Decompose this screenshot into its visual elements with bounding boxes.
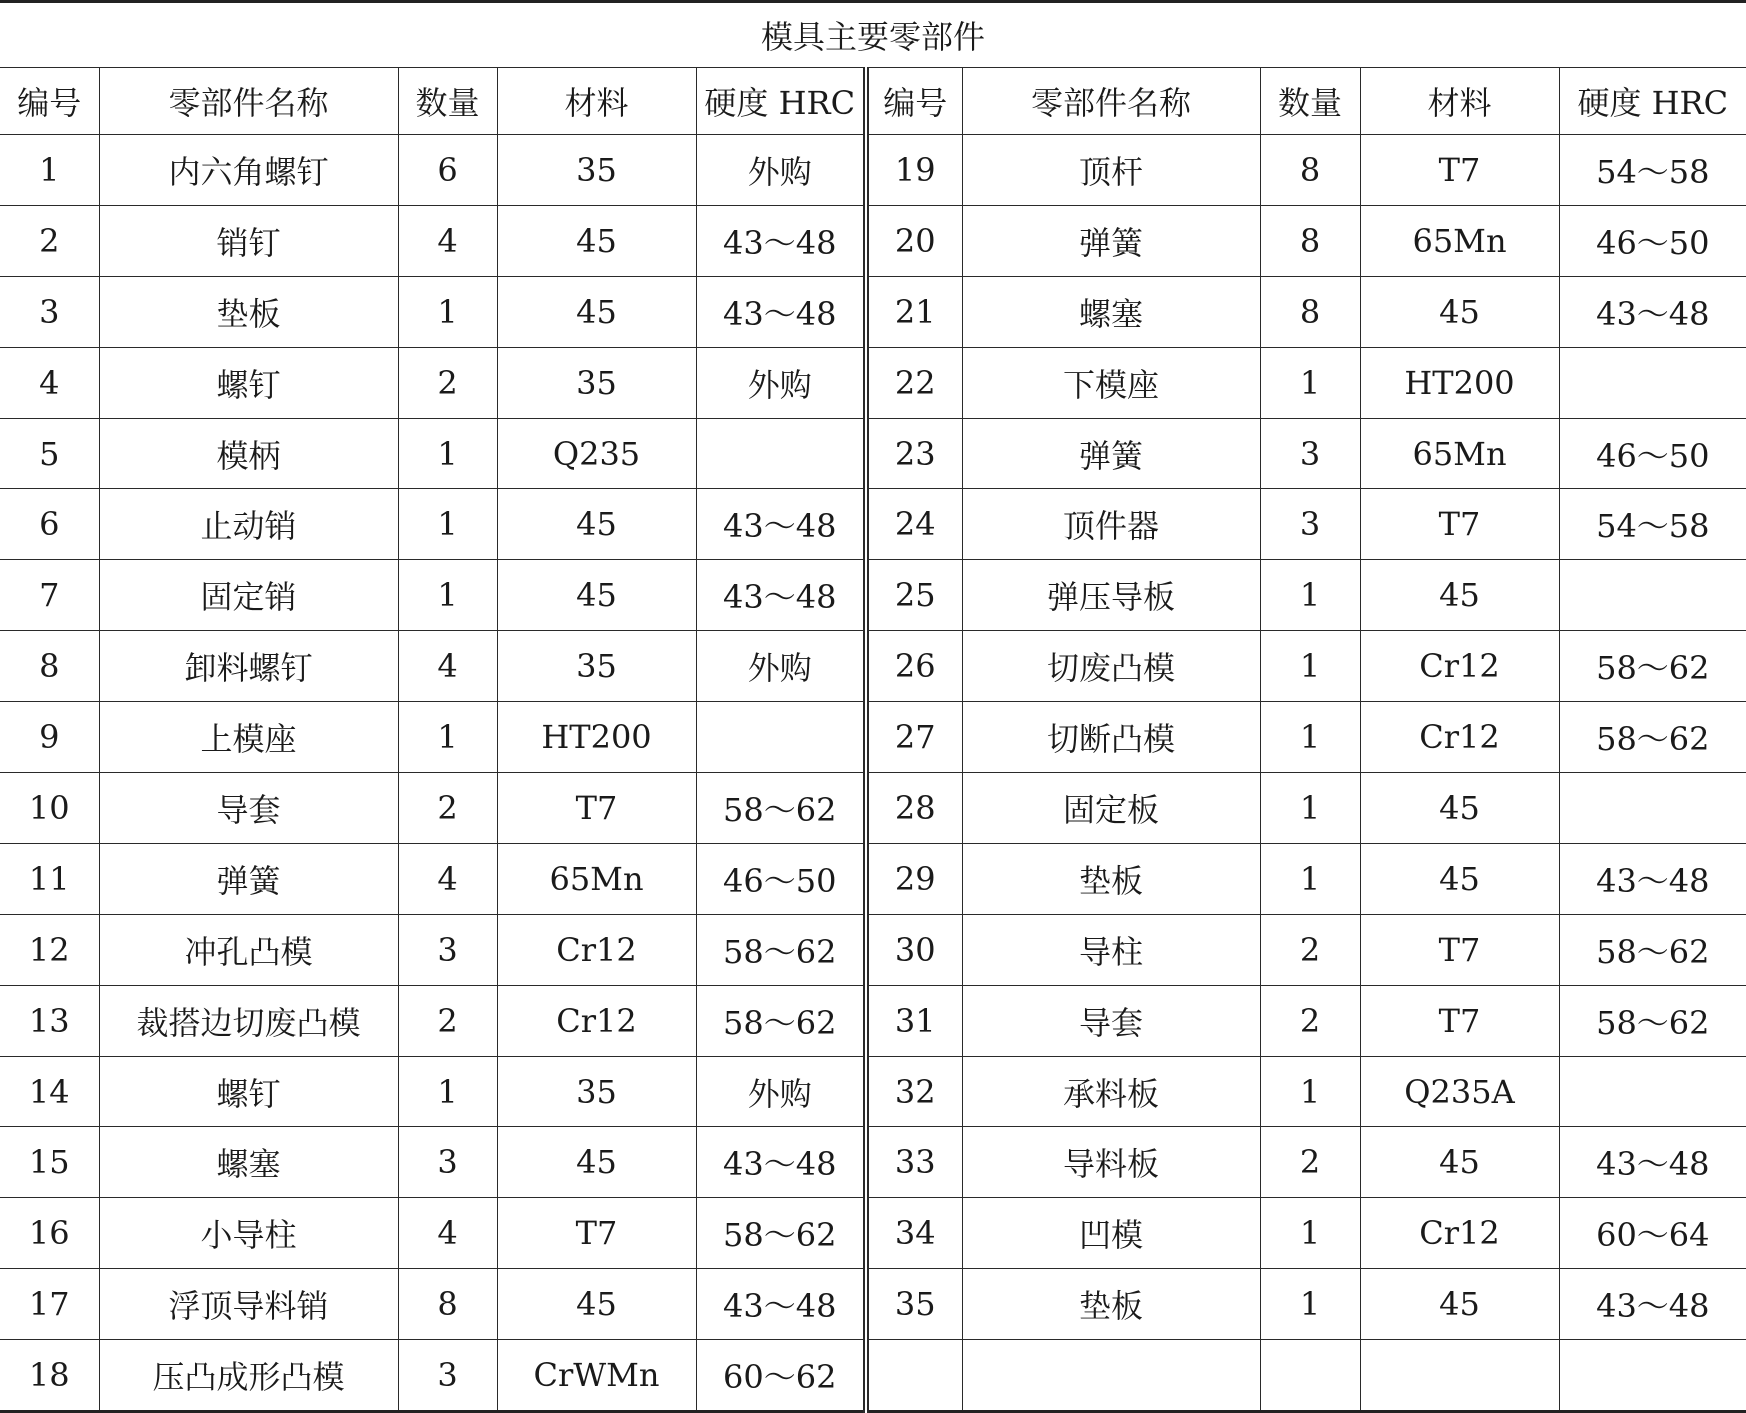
part-hardness-cell — [1559, 560, 1746, 631]
part-number-cell: 10 — [0, 773, 99, 844]
part-hardness-cell: 43～48 — [1559, 276, 1746, 347]
part-name-cell — [962, 1340, 1260, 1412]
part-material-cell: T7 — [497, 1198, 696, 1269]
header-hardness-right: 硬度 HRC — [1559, 68, 1746, 135]
part-hardness-cell — [1559, 1056, 1746, 1127]
part-name-cell: 垫板 — [99, 276, 398, 347]
part-hardness-cell — [1559, 773, 1746, 844]
table-row — [0, 773, 1746, 844]
part-number-cell: 1 — [0, 135, 99, 206]
part-number-cell: 18 — [0, 1340, 99, 1412]
table-row — [0, 276, 1746, 347]
part-material-cell: T7 — [1360, 135, 1559, 206]
part-quantity-cell: 2 — [1260, 914, 1360, 985]
part-quantity-cell: 1 — [1260, 1056, 1360, 1127]
part-hardness-cell: 58～62 — [696, 773, 866, 844]
part-number-cell: 6 — [0, 489, 99, 560]
part-material-cell: 35 — [497, 1056, 696, 1127]
part-quantity-cell: 6 — [398, 135, 497, 206]
table-row — [0, 418, 1746, 489]
header-number-left: 编号 — [0, 68, 99, 135]
part-material-cell: CrWMn — [497, 1340, 696, 1412]
header-name-right: 零部件名称 — [962, 68, 1260, 135]
part-number-cell: 12 — [0, 914, 99, 985]
part-hardness-cell: 外购 — [696, 347, 866, 418]
part-name-cell: 模柄 — [99, 418, 398, 489]
part-name-cell: 卸料螺钉 — [99, 631, 398, 702]
part-material-cell: HT200 — [497, 702, 696, 773]
part-name-cell: 小导柱 — [99, 1198, 398, 1269]
table-row — [0, 489, 1746, 560]
part-number-cell: 24 — [866, 489, 962, 560]
part-quantity-cell: 2 — [398, 773, 497, 844]
part-number-cell: 2 — [0, 205, 99, 276]
part-number-cell: 14 — [0, 1056, 99, 1127]
part-quantity-cell: 3 — [398, 1340, 497, 1412]
caption-row — [0, 2, 1746, 68]
part-hardness-cell — [696, 702, 866, 773]
part-hardness-cell: 58～62 — [1559, 702, 1746, 773]
part-material-cell: 35 — [497, 347, 696, 418]
part-hardness-cell: 43～48 — [696, 276, 866, 347]
part-material-cell: 45 — [497, 276, 696, 347]
part-material-cell: 45 — [1360, 843, 1559, 914]
table-row — [0, 1127, 1746, 1198]
part-quantity-cell: 1 — [1260, 1269, 1360, 1340]
part-number-cell: 30 — [866, 914, 962, 985]
table-row — [0, 702, 1746, 773]
part-material-cell: 65Mn — [497, 843, 696, 914]
part-number-cell: 33 — [866, 1127, 962, 1198]
part-number-cell: 13 — [0, 985, 99, 1056]
table-row — [0, 347, 1746, 418]
part-number-cell: 11 — [0, 843, 99, 914]
part-name-cell: 导柱 — [962, 914, 1260, 985]
part-number-cell: 19 — [866, 135, 962, 206]
part-name-cell: 浮顶导料销 — [99, 1269, 398, 1340]
table-row — [0, 631, 1746, 702]
part-quantity-cell: 1 — [398, 702, 497, 773]
part-name-cell: 弹簧 — [962, 205, 1260, 276]
part-material-cell: 45 — [1360, 1269, 1559, 1340]
part-number-cell: 23 — [866, 418, 962, 489]
part-material-cell: Q235A — [1360, 1056, 1559, 1127]
part-hardness-cell: 43～48 — [1559, 843, 1746, 914]
part-quantity-cell: 8 — [1260, 276, 1360, 347]
part-hardness-cell — [1559, 347, 1746, 418]
table-row — [0, 914, 1746, 985]
part-quantity-cell: 4 — [398, 843, 497, 914]
part-quantity-cell: 2 — [398, 985, 497, 1056]
part-number-cell: 32 — [866, 1056, 962, 1127]
part-name-cell: 内六角螺钉 — [99, 135, 398, 206]
part-material-cell: 65Mn — [1360, 418, 1559, 489]
part-material-cell: 45 — [1360, 276, 1559, 347]
part-name-cell: 顶件器 — [962, 489, 1260, 560]
part-quantity-cell: 8 — [1260, 135, 1360, 206]
part-number-cell: 22 — [866, 347, 962, 418]
part-hardness-cell: 58～62 — [696, 914, 866, 985]
part-quantity-cell: 1 — [1260, 773, 1360, 844]
part-number-cell: 8 — [0, 631, 99, 702]
part-number-cell: 34 — [866, 1198, 962, 1269]
part-number-cell: 20 — [866, 205, 962, 276]
part-quantity-cell: 2 — [398, 347, 497, 418]
table-caption: 模具主要零部件 — [0, 2, 1746, 68]
part-material-cell: Cr12 — [1360, 1198, 1559, 1269]
part-number-cell: 9 — [0, 702, 99, 773]
part-number-cell — [866, 1340, 962, 1412]
header-material-left: 材料 — [497, 68, 696, 135]
header-row — [0, 68, 1746, 135]
part-name-cell: 导料板 — [962, 1127, 1260, 1198]
part-hardness-cell: 58～62 — [1559, 914, 1746, 985]
table-row — [0, 560, 1746, 631]
part-name-cell: 弹簧 — [962, 418, 1260, 489]
part-material-cell: 45 — [1360, 773, 1559, 844]
part-material-cell: Cr12 — [1360, 702, 1559, 773]
part-number-cell: 17 — [0, 1269, 99, 1340]
part-name-cell: 导套 — [962, 985, 1260, 1056]
part-material-cell: 45 — [497, 1269, 696, 1340]
part-hardness-cell: 58～62 — [1559, 985, 1746, 1056]
part-material-cell: Q235 — [497, 418, 696, 489]
part-quantity-cell: 1 — [398, 1056, 497, 1127]
part-number-cell: 31 — [866, 985, 962, 1056]
part-hardness-cell: 60～64 — [1559, 1198, 1746, 1269]
part-quantity-cell: 1 — [1260, 1198, 1360, 1269]
part-material-cell: Cr12 — [497, 985, 696, 1056]
part-name-cell: 垫板 — [962, 1269, 1260, 1340]
part-number-cell: 21 — [866, 276, 962, 347]
part-number-cell: 27 — [866, 702, 962, 773]
part-hardness-cell: 58～62 — [696, 985, 866, 1056]
part-material-cell: 35 — [497, 135, 696, 206]
part-number-cell: 25 — [866, 560, 962, 631]
part-material-cell: 35 — [497, 631, 696, 702]
part-name-cell: 凹模 — [962, 1198, 1260, 1269]
part-name-cell: 顶杆 — [962, 135, 1260, 206]
table-row — [0, 1269, 1746, 1340]
part-quantity-cell: 3 — [398, 914, 497, 985]
part-quantity-cell: 2 — [1260, 1127, 1360, 1198]
part-material-cell: Cr12 — [497, 914, 696, 985]
part-name-cell: 冲孔凸模 — [99, 914, 398, 985]
table-row — [0, 1340, 1746, 1412]
part-material-cell: HT200 — [1360, 347, 1559, 418]
part-quantity-cell: 1 — [1260, 560, 1360, 631]
part-hardness-cell: 43～48 — [696, 1269, 866, 1340]
part-name-cell: 上模座 — [99, 702, 398, 773]
part-name-cell: 固定销 — [99, 560, 398, 631]
part-quantity-cell: 1 — [398, 418, 497, 489]
part-material-cell: 45 — [497, 1127, 696, 1198]
part-hardness-cell: 60～62 — [696, 1340, 866, 1412]
part-number-cell: 26 — [866, 631, 962, 702]
header-number-right: 编号 — [866, 68, 962, 135]
part-quantity-cell: 1 — [1260, 347, 1360, 418]
part-name-cell: 承料板 — [962, 1056, 1260, 1127]
part-hardness-cell: 43～48 — [696, 1127, 866, 1198]
table-row — [0, 1056, 1746, 1127]
part-quantity-cell: 4 — [398, 1198, 497, 1269]
part-name-cell: 导套 — [99, 773, 398, 844]
part-hardness-cell: 43～48 — [696, 205, 866, 276]
part-quantity-cell: 1 — [1260, 843, 1360, 914]
header-quantity-right: 数量 — [1260, 68, 1360, 135]
part-quantity-cell: 1 — [1260, 702, 1360, 773]
part-name-cell: 止动销 — [99, 489, 398, 560]
part-name-cell: 螺塞 — [962, 276, 1260, 347]
part-hardness-cell: 58～62 — [1559, 631, 1746, 702]
header-name-left: 零部件名称 — [99, 68, 398, 135]
part-name-cell: 下模座 — [962, 347, 1260, 418]
part-name-cell: 螺钉 — [99, 1056, 398, 1127]
part-number-cell: 16 — [0, 1198, 99, 1269]
part-hardness-cell: 46～50 — [696, 843, 866, 914]
header-quantity-left: 数量 — [398, 68, 497, 135]
part-number-cell: 35 — [866, 1269, 962, 1340]
part-material-cell: 45 — [497, 205, 696, 276]
table-row — [0, 135, 1746, 206]
part-material-cell: 45 — [497, 560, 696, 631]
part-hardness-cell: 外购 — [696, 135, 866, 206]
part-name-cell: 螺钉 — [99, 347, 398, 418]
part-number-cell: 15 — [0, 1127, 99, 1198]
part-quantity-cell: 1 — [398, 560, 497, 631]
part-quantity-cell: 1 — [398, 276, 497, 347]
part-material-cell: T7 — [497, 773, 696, 844]
part-quantity-cell: 8 — [1260, 205, 1360, 276]
part-material-cell: 45 — [497, 489, 696, 560]
part-material-cell: T7 — [1360, 914, 1559, 985]
part-hardness-cell: 46～50 — [1559, 205, 1746, 276]
part-name-cell: 裁搭边切废凸模 — [99, 985, 398, 1056]
part-quantity-cell: 1 — [1260, 631, 1360, 702]
table-row — [0, 843, 1746, 914]
part-hardness-cell: 43～48 — [696, 489, 866, 560]
part-hardness-cell: 43～48 — [1559, 1269, 1746, 1340]
part-number-cell: 3 — [0, 276, 99, 347]
part-hardness-cell: 54～58 — [1559, 135, 1746, 206]
part-hardness-cell: 58～62 — [696, 1198, 866, 1269]
part-quantity-cell: 4 — [398, 631, 497, 702]
part-quantity-cell: 1 — [398, 489, 497, 560]
part-quantity-cell: 2 — [1260, 985, 1360, 1056]
part-number-cell: 7 — [0, 560, 99, 631]
part-name-cell: 弹压导板 — [962, 560, 1260, 631]
part-hardness-cell: 外购 — [696, 1056, 866, 1127]
part-material-cell: T7 — [1360, 489, 1559, 560]
part-name-cell: 切废凸模 — [962, 631, 1260, 702]
part-hardness-cell: 43～48 — [696, 560, 866, 631]
table-row — [0, 1198, 1746, 1269]
part-number-cell: 4 — [0, 347, 99, 418]
part-material-cell: Cr12 — [1360, 631, 1559, 702]
part-quantity-cell: 8 — [398, 1269, 497, 1340]
part-name-cell: 螺塞 — [99, 1127, 398, 1198]
part-name-cell: 切断凸模 — [962, 702, 1260, 773]
part-number-cell: 28 — [866, 773, 962, 844]
table-row — [0, 205, 1746, 276]
part-quantity-cell: 3 — [1260, 418, 1360, 489]
part-hardness-cell: 43～48 — [1559, 1127, 1746, 1198]
part-quantity-cell: 3 — [1260, 489, 1360, 560]
part-material-cell: T7 — [1360, 985, 1559, 1056]
part-quantity-cell: 3 — [398, 1127, 497, 1198]
part-material-cell: 65Mn — [1360, 205, 1559, 276]
part-hardness-cell: 46～50 — [1559, 418, 1746, 489]
part-hardness-cell — [1559, 1340, 1746, 1412]
part-hardness-cell: 54～58 — [1559, 489, 1746, 560]
part-name-cell: 固定板 — [962, 773, 1260, 844]
part-quantity-cell — [1260, 1340, 1360, 1412]
part-hardness-cell: 外购 — [696, 631, 866, 702]
table-row — [0, 985, 1746, 1056]
part-name-cell: 销钉 — [99, 205, 398, 276]
part-material-cell: 45 — [1360, 1127, 1559, 1198]
part-name-cell: 垫板 — [962, 843, 1260, 914]
part-material-cell — [1360, 1340, 1559, 1412]
part-number-cell: 5 — [0, 418, 99, 489]
part-material-cell: 45 — [1360, 560, 1559, 631]
part-quantity-cell: 4 — [398, 205, 497, 276]
header-material-right: 材料 — [1360, 68, 1559, 135]
part-name-cell: 压凸成形凸模 — [99, 1340, 398, 1412]
part-number-cell: 29 — [866, 843, 962, 914]
part-name-cell: 弹簧 — [99, 843, 398, 914]
header-hardness-left: 硬度 HRC — [696, 68, 866, 135]
part-hardness-cell — [696, 418, 866, 489]
